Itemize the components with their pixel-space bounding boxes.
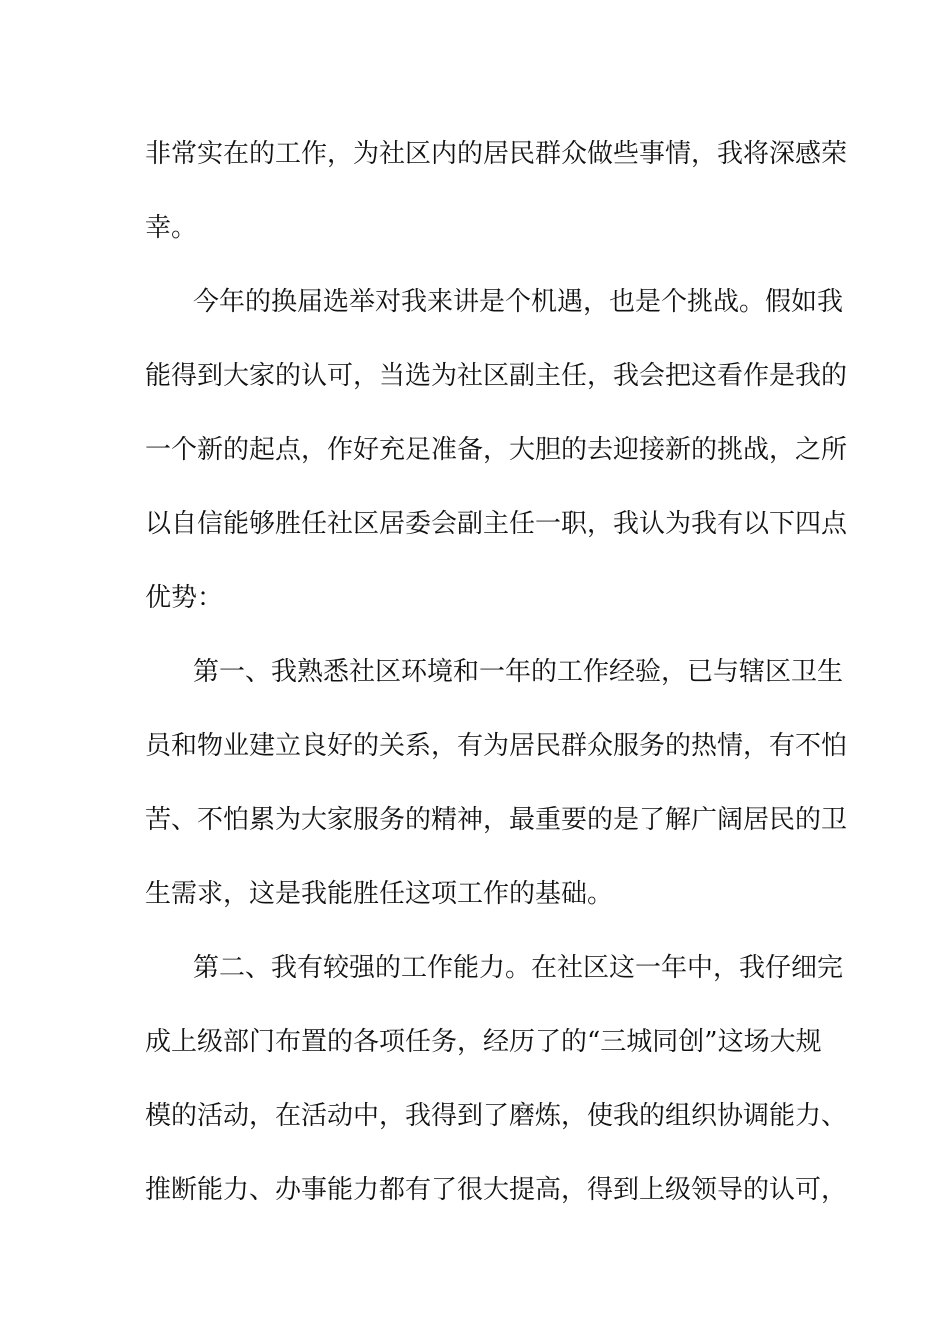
text-line: 推断能力、办事能力都有了很大提高，得到上级领导的认可， [145, 1175, 848, 1205]
text-line: 成上级部门布置的各项任务，经历了的“三城同创”这场大规 [145, 1027, 822, 1057]
text-line: 苦、不怕累为大家服务的精神，最重要的是了解广阔居民的卫 [145, 805, 848, 835]
text-line: 非常实在的工作，为社区内的居民群众做些事情，我将深感荣 [145, 139, 848, 169]
text-line: 能得到大家的认可，当选为社区副主任，我会把这看作是我的 [145, 361, 848, 391]
paragraph-first-line: 今年的换届选举对我来讲是个机遇，也是个挑战。假如我 [193, 287, 844, 317]
text-line: 生需求，这是我能胜任这项工作的基础。 [145, 879, 614, 909]
text-line: 一个新的起点，作好充足准备，大胆的去迎接新的挑战，之所 [145, 435, 848, 465]
text-line: 以自信能够胜任社区居委会副主任一职，我认为我有以下四点 [145, 509, 848, 539]
text-line: 幸。 [145, 213, 198, 243]
paragraph-first-line: 第二、我有较强的工作能力。在社区这一年中，我仔细完 [193, 953, 844, 983]
text-line: 模的活动，在活动中，我得到了磨炼，使我的组织协调能力、 [145, 1101, 848, 1131]
paragraph-first-line: 第一、我熟悉社区环境和一年的工作经验，已与辖区卫生 [193, 657, 844, 687]
text-line: 优势： [145, 583, 224, 613]
text-line: 员和物业建立良好的关系，有为居民群众服务的热情，有不怕 [145, 731, 848, 761]
